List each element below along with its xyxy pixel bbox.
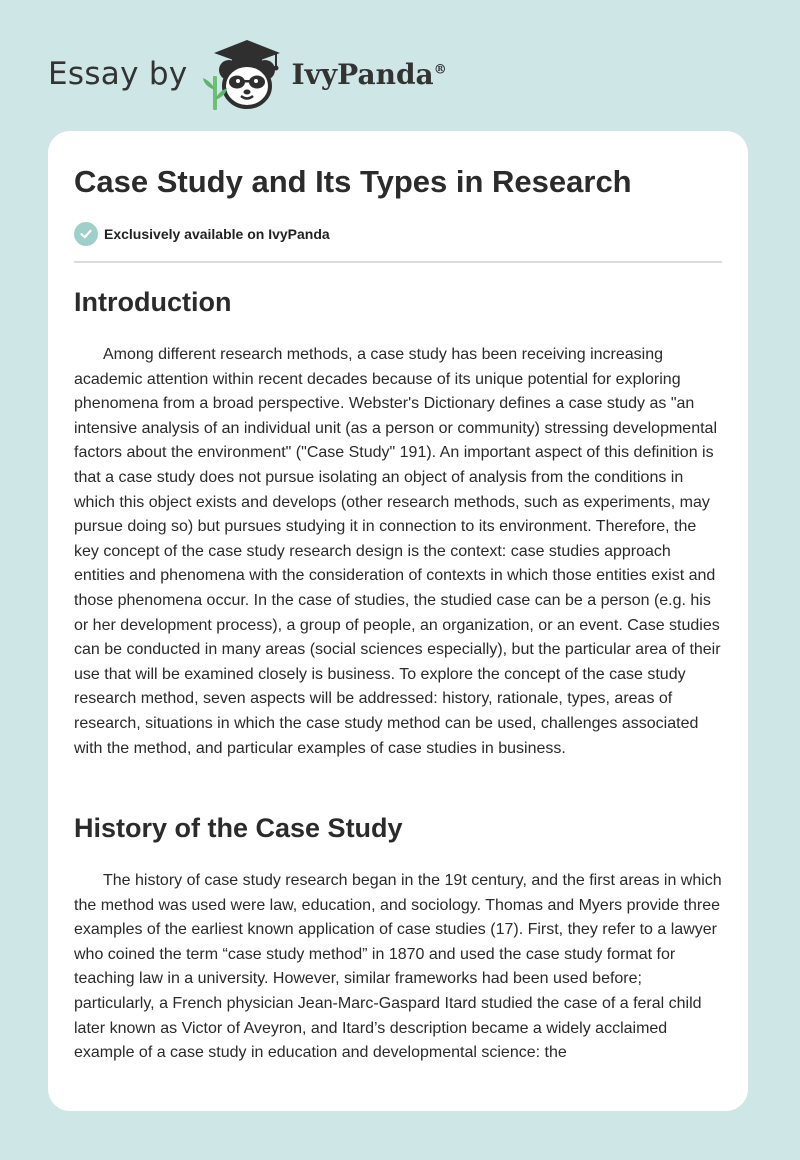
availability-badge [74, 222, 330, 246]
section-paragraph: Among different research methods, a case study has been receiving increasing academic attention within recent decades because of its unique potential for exploring phenomena from a broad perspective. Webster's Dictionary defines a case study as "an intensive analysis of an individual unit (as a person or community) stressing developmental factors about the environment" ("Case Study" 191). An important aspect of this definition is that a case study does not pursue isolating an object of analysis from the conditions in which this object exists and develops (other research methods, such as experiments, may pursue doing so) but pursues studying it in connection to its environment. Therefore, the key concept of the case study research design is the context: case studies approach entities and phenomena with the consideration of contexts in which those entities exist and those phenomena occur. In the case of studies, the studied case can be a person (e.g. his or her development process), a group of people, an organization, or an event. Case studies can be conducted in many areas (social sciences especially), but the particular area of their use that will be examined closely is business. To explore the concept of the case study research method, seven aspects will be addressed: history, rationale, types, areas of research, situations in which the case study method can be used, challenges associated with the method, and particular examples of case studies in business. [74, 346, 721, 757]
site-header [48, 34, 447, 114]
brand-name-text: IvyPanda [291, 57, 434, 91]
page-title: Case Study and Its Types in Research [74, 164, 632, 199]
essay-card [48, 131, 748, 1111]
availability-text: Exclusively available on IvyPanda [104, 226, 330, 242]
section-introduction [74, 285, 722, 761]
panda-graduate-logo-icon[interactable] [202, 34, 292, 114]
checkmark-icon [74, 222, 98, 246]
section-paragraph: The history of case study research began in the 19t century, and the first areas in which the method was used were law, education, and sociology. Thomas and Myers provide three examples of the earliest known application of case studies (17). First, they refer to a lawyer who coined the term “case study method” in 1870 and used the case study format for teaching law in a university. However, similar frameworks had been used before; particularly, a French physician Jean-Marc-Gaspard Itard studied the case of a feral child later known as Victor of Aveyron, and Itard’s description became a widely acclaimed example of a case study in education and developmental science: the [74, 872, 722, 1062]
section-history [74, 811, 722, 1066]
essay-by-label: Essay by [48, 56, 188, 92]
title-divider [74, 261, 722, 263]
brand-name [292, 58, 447, 91]
section-heading: Introduction [74, 287, 232, 317]
section-heading: History of the Case Study [74, 813, 403, 843]
registered-mark: ® [433, 62, 447, 78]
